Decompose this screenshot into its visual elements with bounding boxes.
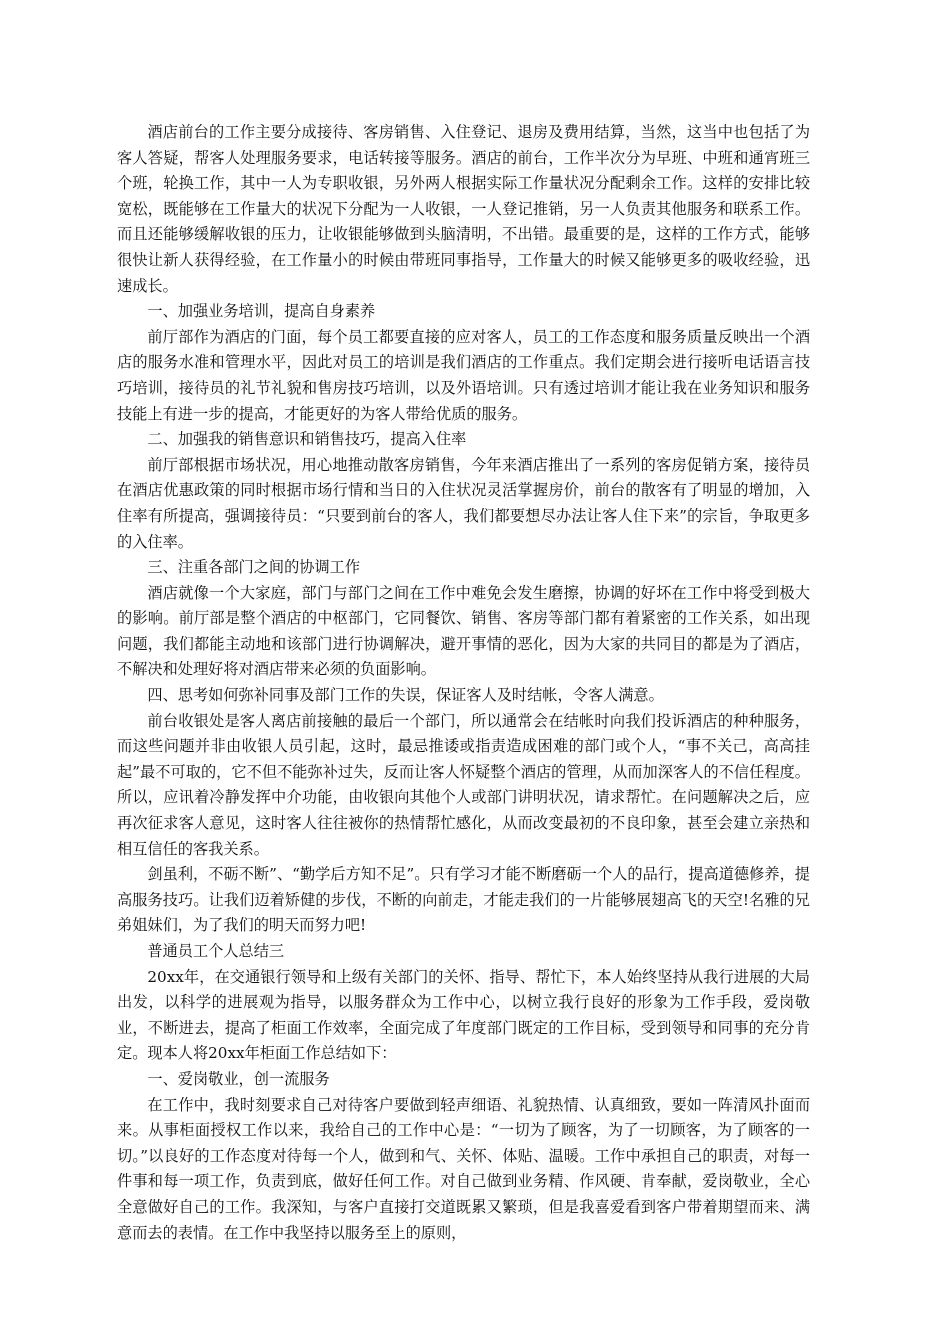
paragraph-section-3: 酒店就像一个大家庭，部门与部门之间在工作中难免会发生磨擦，协调的好坏在工作中将受到极大的影响。前厅部是整个酒店的中枢部门，它同餐饮、销售、客房等部门都有着紧密的工作关系，如出现问题，我们都能主动地和该部门进行协调解决，避开事情的恶化，因为大家的共同目的都是为了酒店，不解决和处理好将对酒店带来必须的负面影响。 (117, 583, 810, 679)
heading-section-3: 三、注重各部门之间的协调工作 (147, 558, 361, 577)
paragraph-section-4: 前台收银处是客人离店前接触的最后一个部门，所以通常会在结帐时向我们投诉酒店的种种服务，而这些问题并非由收银人员引起，这时，最忌推诿或指责造成困难的部门或个人，“事不关己，高高挂起”最不可取的，它不但不能弥补过失，反而让客人怀疑整个酒店的管理，从而加深客人的不信任程度。所以，应讯着冷静发挥中介功能，由收银向其他个人或部门讲明状况，请求帮忙。在问题解决之后，应再次征求客人意见，这时客人往往被你的热情帮忙感化，从而改变最初的不良印象，甚至会建立亲热和相互信任的客我关系。 (117, 711, 810, 858)
paragraph-summary-intro: 20xx年，在交通银行领导和上级有关部门的关怀、指导、帮忙下，本人始终坚持从我行进展的大局出发，以科学的进展观为指导，以服务群众为工作中心，以树立我行良好的形象为工作手段，爱岗敬业，不断进去，提高了柜面工作效率，全面完成了年度部门既定的工作目标，受到领导和同事的充分肯定。现本人将20xx年柜面工作总结如下： (117, 967, 810, 1063)
heading-summary-three: 普通员工个人总结三 (147, 942, 285, 960)
paragraph-section-1: 前厅部作为酒店的门面，每个员工都要直接的应对客人，员工的工作态度和服务质量反映出一个酒店的服务水准和管理水平，因此对员工的培训是我们酒店的工作重点。我们定期会进行接听电话语言技巧培训，接待员的礼节礼貌和售房技巧培训，以及外语培训。只有透过培训才能让我在业务知识和服务技能上有进一步的提高，才能更好的为客人带给优质的服务。 (117, 327, 810, 423)
heading-section-2: 二、加强我的销售意识和销售技巧，提高入住率 (147, 430, 467, 449)
paragraph-closing: 剑虽利，不砺不断”、“勤学后方知不足”。只有学习才能不断磨砺一个人的品行，提高道德修养，提高服务技巧。让我们迈着矫健的步伐，不断的向前走，才能走我们的一片能够展翅高飞的天空!名雅的兄弟姐妹们，为了我们的明天而努力吧! (117, 865, 810, 935)
paragraph-section-2: 前厅部根据市场状况，用心地推动散客房销售，今年来酒店推出了一系列的客房促销方案，接待员在酒店优惠政策的同时根据市场行情和当日的入住状况灵活掌握房价，前台的散客有了明显的增加，入住率有所提高，强调接待员：“只要到前台的客人，我们都要想尽办法让客人住下来”的宗旨，争取更多的入住率。 (117, 455, 810, 551)
document-body (117, 120, 810, 1246)
heading-summary-section-1: 一、爱岗敬业，创一流服务 (147, 1069, 330, 1088)
heading-section-1: 一、加强业务培训，提高自身素养 (147, 302, 376, 321)
paragraph-intro: 酒店前台的工作主要分成接待、客房销售、入住登记、退房及费用结算，当然，这当中也包括了为客人答疑，帮客人处理服务要求，电话转接等服务。酒店的前台，工作半次分为早班、中班和通宵班三个班，轮换工作，其中一人为专职收银，另外两人根据实际工作量状况分配剩余工作。这样的安排比较宽松，既能够在工作量大的状况下分配为一人收银，一人登记推销，另一人负责其他服务和联系工作。而且还能够缓解收银的压力，让收银能够做到头脑清明，不出错。最重要的是，这样的工作方式，能够很快让新人获得经验，在工作量小的时候由带班同事指导，工作量大的时候又能够更多的吸收经验，迅速成长。 (117, 123, 810, 295)
heading-section-4: 四、思考如何弥补同事及部门工作的失误，保证客人及时结帐，令客人满意。 (147, 686, 664, 705)
paragraph-summary-section-1: 在工作中，我时刻要求自己对待客户要做到轻声细语、礼貌热情、认真细致，要如一阵清风扑面而来。从事柜面授权工作以来，我给自己的工作中心是：“一切为了顾客，为了一切顾客，为了顾客的一切。”以良好的工作态度对待每一个人，做到和气、关怀、体贴、温暖。工作中承担自己的职责，对每一件事和每一项工作，负责到底，做好任何工作。对自己做到业务精、作风硬、肯奉献，爱岗敬业，全心全意做好自己的工作。我深知，与客户直接打交道既累又繁琐，但是我喜爱看到客户带着期望而来、满意而去的表情。在工作中我坚持以服务至上的原则， (117, 1095, 810, 1242)
